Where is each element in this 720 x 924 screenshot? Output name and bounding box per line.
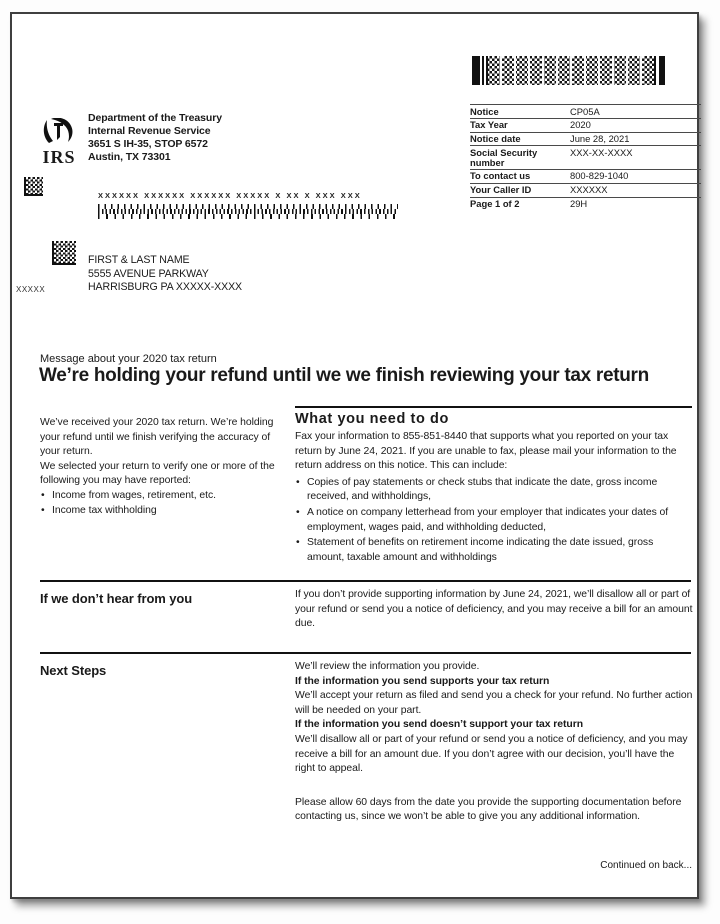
table-row <box>470 145 701 169</box>
section-divider <box>40 580 691 582</box>
recipient-line: FIRST & LAST NAME <box>88 254 190 266</box>
row-label: Notice date <box>470 133 521 145</box>
irs-logo <box>34 118 84 165</box>
row-value: 2020 <box>570 119 591 131</box>
page-title: We’re holding your refund until we we finish reviewing your tax return <box>39 365 649 386</box>
recipient-line: HARRISBURG PA XXXXX-XXXX <box>88 281 243 294</box>
mail-routing-code: XXXXXX XXXXXX XXXXXX XXXXX X XX X XXX XXX <box>98 191 362 200</box>
row-label: To contact us <box>470 170 531 182</box>
section-paragraph: We’ll review the information you provide. <box>295 661 480 672</box>
table-row <box>470 104 701 118</box>
list-item: • Statement of benefits on retirement income indicating the date issued, gross amount, taxable amount and withholdings <box>295 536 692 565</box>
edge-print-code: XXXXX <box>16 285 46 294</box>
table-row <box>470 197 701 211</box>
irs-eagle-icon <box>42 118 76 144</box>
intelligent-mail-barcode-icon <box>98 204 398 219</box>
row-label: Notice <box>470 105 499 117</box>
section-divider <box>40 652 691 654</box>
row-value: CP05A <box>570 105 600 117</box>
data-matrix-icon <box>24 177 43 196</box>
sub-heading: If the information you send supports your tax return <box>295 675 550 687</box>
section-heading: What you need to do <box>295 411 449 427</box>
list-item: • A notice on company letterhead from your employer that indicates your dates of employment, wages paid, and withholding deducted, <box>295 506 692 535</box>
recipient-address <box>88 254 242 295</box>
list-item: • Copies of pay statements or check stubs that indicate the date, gross income received, and withholdings, <box>295 476 692 505</box>
row-label: Your Caller ID <box>470 184 532 196</box>
row-value: June 28, 2021 <box>570 133 630 145</box>
section-paragraph: If you don’t provide supporting information by June 24, 2021, we’ll disallow all or part of your refund or send you a notice of deficiency, and you may receive a bill for an amount due. <box>295 589 693 630</box>
recipient-line: 5555 AVENUE PARKWAY <box>88 267 209 280</box>
intro-bullet-list <box>40 489 280 518</box>
row-value: XXX-XX-XXXX <box>570 146 633 158</box>
table-row <box>470 118 701 132</box>
intro-paragraph: We’ve received your 2020 tax return. We’re holding your refund until we finish verifying the accuracy of your return. <box>40 417 274 458</box>
row-label: Tax Year <box>470 119 508 131</box>
sender-line: Internal Revenue Service <box>88 125 211 137</box>
row-label: Social Security number <box>470 146 538 168</box>
row-value: 800-829-1040 <box>570 170 629 182</box>
section-paragraph: We’ll accept your return as filed and send you a check for your refund. No further action will be needed on your part. <box>295 690 693 716</box>
data-matrix-icon <box>52 241 76 265</box>
row-value: XXXXXX <box>570 184 608 196</box>
section-paragraph: We’ll disallow all or part of your refund or send you a notice of deficiency, and you may receive a bill for an amount due. If you don’t agree with our decision, you’ll have the right to appeal. <box>295 733 688 775</box>
documents-bullet-list <box>295 476 692 566</box>
sender-line: 3651 S IH-35, STOP 6572 <box>88 138 208 150</box>
notice-subject: Message about your 2020 tax return <box>40 353 217 365</box>
row-value: 29H <box>570 198 588 210</box>
sender-address <box>88 112 222 164</box>
sender-line: Austin, TX 73301 <box>88 151 171 163</box>
table-row <box>470 183 701 197</box>
next-steps-content <box>295 660 694 825</box>
notice-info-table <box>470 104 701 210</box>
table-row <box>470 169 701 183</box>
notice-page <box>10 12 699 899</box>
table-row <box>470 132 701 146</box>
row-label: Page 1 of 2 <box>470 198 520 210</box>
sub-heading: If the information you send doesn’t support your tax return <box>295 719 584 731</box>
section-heading: If we don’t hear from you <box>40 591 193 606</box>
section-paragraph: Please allow 60 days from the date you provide the supporting documentation before contacting us, since we won’t be able to give you any additional information. <box>295 796 682 823</box>
intro-paragraph: We selected your return to verify one or more of the following you may have reported: <box>40 460 275 487</box>
section-paragraph: Fax your information to 855-851-8440 that supports what you reported on your tax return by June 24, 2021. If you are unable to fax, please mail your information to the return address on this notice. This can include: <box>295 431 677 472</box>
section-heading: Next Steps <box>40 663 107 678</box>
continued-on-back-note: Continued on back... <box>600 860 692 871</box>
list-item: • Income tax withholding <box>40 504 280 519</box>
what-you-need-to-do-section <box>295 406 692 566</box>
list-item: • Income from wages, retirement, etc. <box>40 489 280 504</box>
stacked-barcode-icon <box>472 56 665 85</box>
irs-logo-text: IRS <box>42 147 76 167</box>
intro-column <box>40 416 280 518</box>
sender-line: Department of the Treasury <box>88 112 222 124</box>
